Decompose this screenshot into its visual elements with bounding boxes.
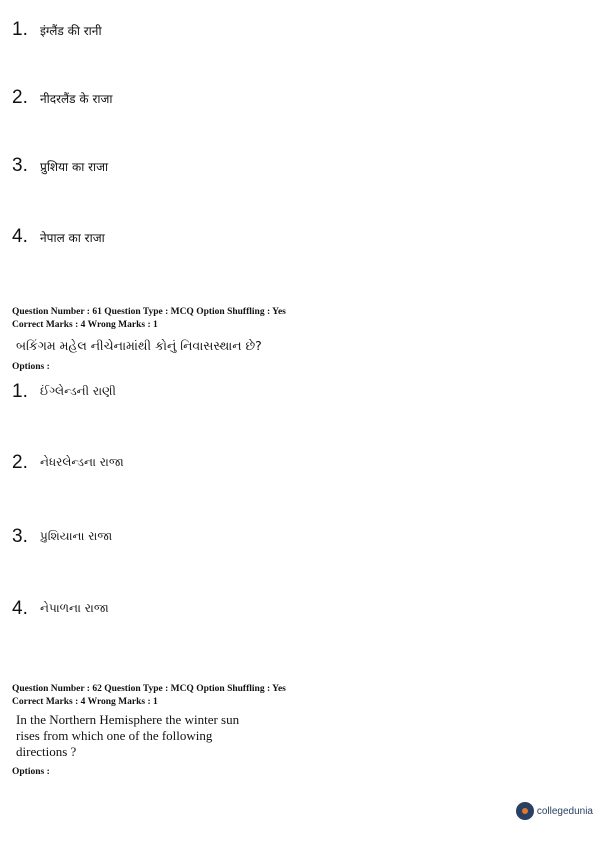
option-number: 2. <box>12 87 28 108</box>
option-number: 4. <box>12 598 28 619</box>
option-number: 4. <box>12 226 28 247</box>
brand-logo <box>516 802 593 820</box>
question-meta-line-1: Question Number : 61 Question Type : MCQ Option Shuffling : Yes <box>12 307 286 317</box>
question-meta-line-1: Question Number : 62 Question Type : MCQ Option Shuffling : Yes <box>12 684 286 694</box>
question-meta-line-2: Correct Marks : 4 Wrong Marks : 1 <box>12 320 158 330</box>
options-label: Options : <box>12 362 50 372</box>
option-4 <box>12 599 109 619</box>
option-4 <box>12 227 105 247</box>
option-number: 3. <box>12 155 28 176</box>
question-meta-line-2: Correct Marks : 4 Wrong Marks : 1 <box>12 697 158 707</box>
option-text: નેપાળના રાજા <box>40 601 109 615</box>
option-text: इंग्लैंड की रानी <box>40 24 102 38</box>
question-text: In the Northern Hemisphere the winter sun rises from which one of the following directions ? <box>16 712 240 759</box>
logo-icon <box>516 802 534 820</box>
option-number: 1. <box>12 381 28 402</box>
question-meta <box>12 683 286 709</box>
option-1 <box>12 382 116 402</box>
option-text: ઈંગ્લેન્ડની રાણી <box>40 384 116 398</box>
option-text: નેધરલેન્ડના રાજા <box>40 455 124 469</box>
option-text: नेपाल का राजा <box>40 231 105 245</box>
question-meta <box>12 306 286 332</box>
option-text: नीदरलैंड के राजा <box>40 92 113 106</box>
option-text: પ્રુશિયાના રાજા <box>40 529 113 543</box>
options-label: Options : <box>12 767 50 777</box>
option-number: 1. <box>12 19 28 40</box>
option-2 <box>12 88 112 108</box>
question-text: બકિંગમ મહેલ નીચેનામાંથી કોનું નિવાસસ્થાન છે? <box>16 338 262 353</box>
option-2 <box>12 453 124 473</box>
option-text: प्रुशिया का राजा <box>40 160 109 174</box>
option-number: 3. <box>12 526 28 547</box>
logo-text: collegedunia <box>536 805 593 817</box>
option-number: 2. <box>12 452 28 473</box>
option-3 <box>12 156 108 176</box>
option-3 <box>12 527 112 547</box>
option-1 <box>12 20 102 40</box>
